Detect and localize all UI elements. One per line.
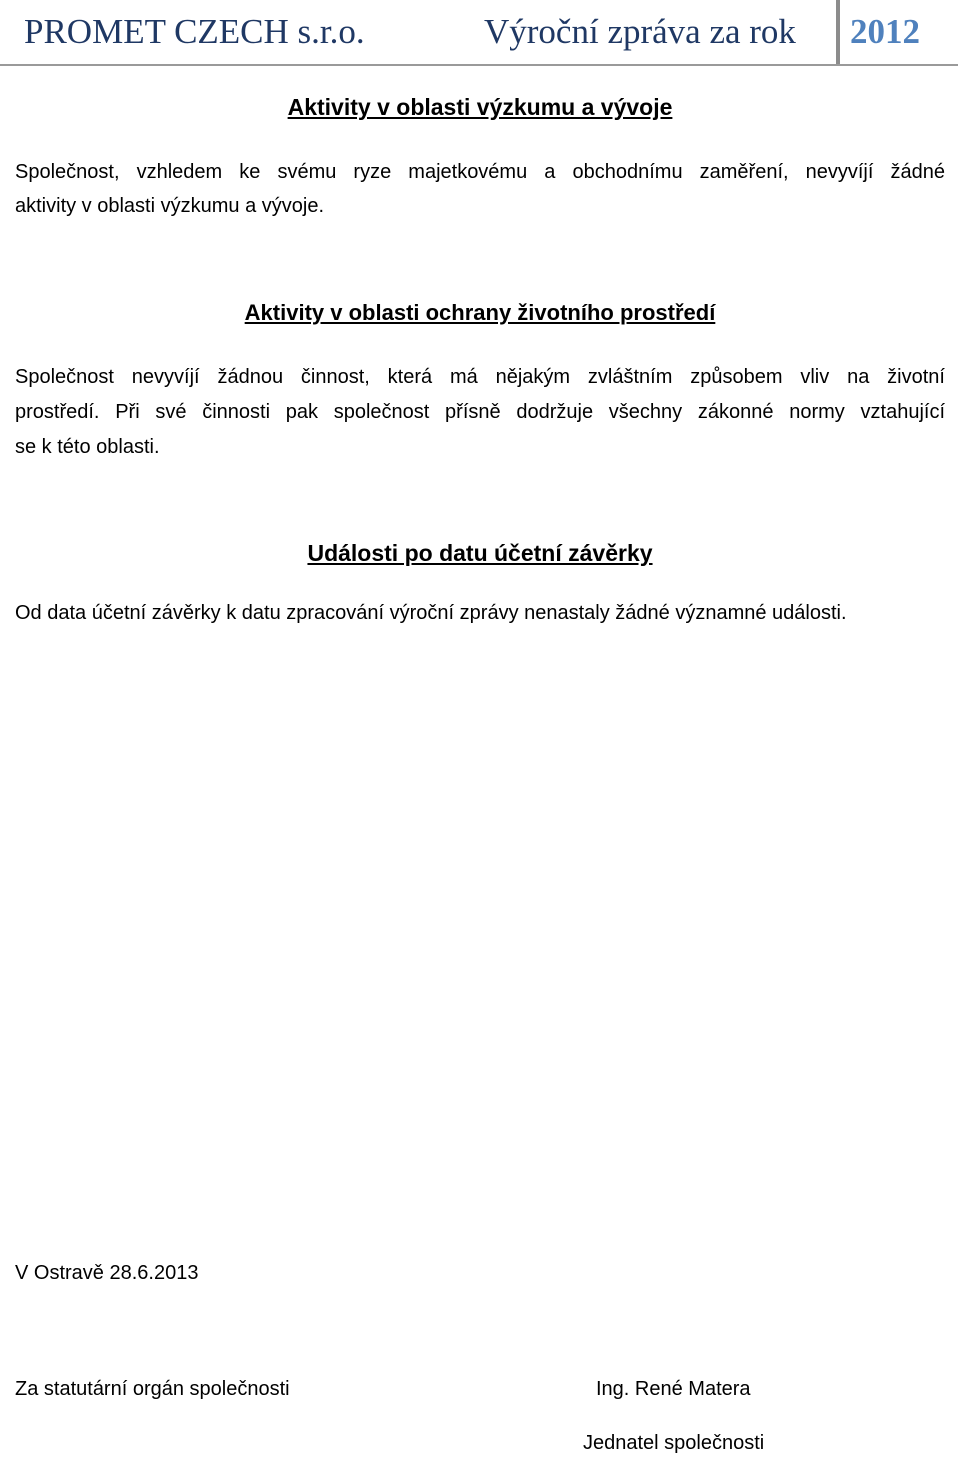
text-line: aktivity v oblasti výzkumu a vývoje.	[15, 195, 324, 217]
signatory-role: Jednatel společnosti	[583, 1432, 765, 1454]
signatory-label: Za statutární orgán společnosti	[15, 1378, 290, 1400]
section-text-research	[15, 155, 945, 223]
section-text-events	[15, 598, 945, 628]
text-line: Od data účetní závěrky k datu zpracování výroční zprávy nenastaly žádné významné události.	[15, 602, 847, 624]
text-line: Společnost, vzhledem ke svému ryze majetkovému a obchodnímu zaměření, nevyvíjí žádné	[15, 161, 945, 183]
section-heading-research: Aktivity v oblasti výzkumu a vývoje	[287, 94, 673, 120]
report-year: 2012	[850, 12, 920, 51]
page-header	[0, 0, 958, 66]
company-name: PROMET CZECH s.r.o.	[24, 12, 365, 51]
report-title: Výroční zpráva za rok	[484, 12, 796, 51]
text-line: se k této oblasti.	[15, 436, 160, 458]
text-line: prostředí. Při své činnosti pak společnost přísně dodržuje všechny zákonné normy vztahující	[15, 401, 945, 423]
text-line: Společnost nevyvíjí žádnou činnost, která má nějakým zvláštním způsobem vliv na životní	[15, 366, 945, 388]
header-divider	[836, 0, 840, 64]
section-heading-events: Události po datu účetní závěrky	[307, 540, 653, 566]
signatory-name: Ing. René Matera	[596, 1378, 751, 1400]
place-and-date: V Ostravě 28.6.2013	[15, 1262, 199, 1284]
section-text-environment	[15, 360, 945, 465]
section-heading-environment: Aktivity v oblasti ochrany životního prostředí	[244, 300, 716, 325]
